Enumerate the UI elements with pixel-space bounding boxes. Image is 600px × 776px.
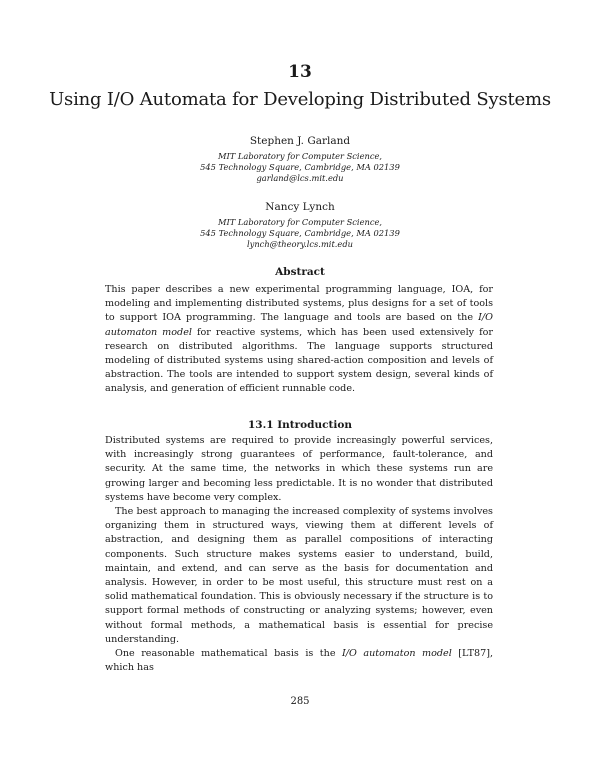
paragraph: The best approach to managing the increased complexity of systems involves organizing them in structured ways, viewing them at different levels of abstraction, and designing them as parallel compositions of interacting components. Such structure makes systems easier to understand, build, maintain, and extend, and can serve as the basis for documentation and analysis. However, in order to be most useful, this structure must rest on a solid mathematical foundation. This is obviously necessary if the structure is to support formal methods of constructing or analyzing systems; however, even without formal methods, a mathematical basis is essential for precise understanding. [105, 506, 493, 645]
author-block [0, 200, 600, 250]
author-email: lynch@theory.lcs.mit.edu [247, 239, 353, 249]
abstract-heading: Abstract [275, 266, 325, 278]
chapter-number: 13 [288, 62, 312, 82]
section-body [105, 434, 493, 675]
author-affiliation: MIT Laboratory for Computer Science, [217, 217, 383, 227]
author-affiliation: MIT Laboratory for Computer Science, [217, 151, 383, 161]
author-address: 545 Technology Square, Cambridge, MA 02139 [200, 162, 400, 172]
section-heading: 13.1 Introduction [247, 419, 352, 431]
abstract-emphasis: I/O automaton model [105, 312, 493, 338]
author-email: garland@lcs.mit.edu [256, 173, 344, 183]
author-name: Stephen J. Garland [249, 135, 351, 147]
paragraph: One reasonable mathematical basis is the I/O automaton model [LT87], which has [105, 648, 494, 674]
paragraph-emphasis: I/O automaton model [342, 648, 452, 660]
abstract-text: This paper describes a new experimental programming language, IOA, for modeling and implementing distributed systems, plus designs for a set of tools to support IOA programming. The language and tools are based on the I/O automaton model for reactive systems, which has been used extensively for research on distributed algorithms. The language supports structured modeling of distributed systems using shared-action composition and levels of abstraction. The tools are intended to support system design, several kinds of analysis, and generation of efficient runnable code. [105, 284, 493, 395]
page-number: 285 [290, 696, 310, 707]
author-name: Nancy Lynch [265, 201, 335, 213]
chapter-title: Using I/O Automata for Developing Distributed Systems [49, 89, 551, 110]
paragraph: Distributed systems are required to provide increasingly powerful services, with increasingly strong guarantees of performance, fault-tolerance, and security. At the same time, the networks in which these systems run are growing larger and becoming less predictable. It is no wonder that distributed systems have become very complex. [105, 435, 493, 503]
author-address: 545 Technology Square, Cambridge, MA 02139 [200, 228, 400, 238]
author-block [0, 134, 600, 184]
